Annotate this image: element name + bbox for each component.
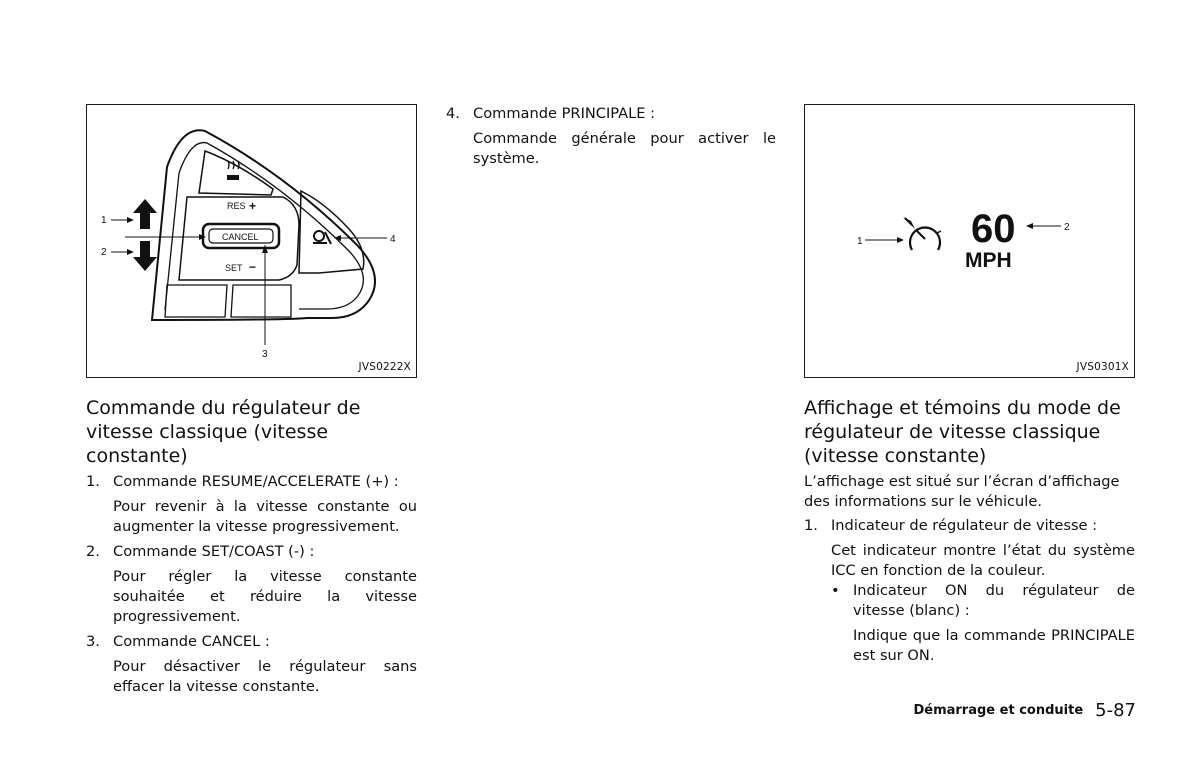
cruise-speedometer-icon xyxy=(903,217,941,250)
svg-text:+: + xyxy=(249,199,257,213)
item-description: Cet indicateur montre l’état du système ICC en fonction de la couleur. xyxy=(831,542,1135,579)
up-arrow-icon xyxy=(133,199,157,229)
callout-2: 2 xyxy=(101,247,107,258)
item-title: Commande PRINCIPALE : xyxy=(473,105,656,122)
item-number: 4. xyxy=(446,105,460,122)
right-text-section xyxy=(804,396,1135,666)
figure-code-right: JVS0301X xyxy=(1076,361,1129,373)
middle-column xyxy=(446,104,776,174)
cruise-main-icon xyxy=(313,231,331,244)
page-footer xyxy=(913,700,1136,721)
bullet-title: Indicateur ON du régulateur de vitesse (blanc) : xyxy=(853,582,1135,619)
display-callout-2: 2 xyxy=(1064,222,1070,233)
bullet-item xyxy=(804,581,1135,621)
speed-unit: MPH xyxy=(965,249,1012,272)
set-label: SET xyxy=(225,263,243,273)
list-item xyxy=(86,472,417,492)
item-title: Commande CANCEL : xyxy=(113,633,270,650)
speed-display-illustration xyxy=(805,105,1136,379)
res-label: RES xyxy=(227,201,246,211)
callout-4: 4 xyxy=(390,234,396,245)
bullet-dot: • xyxy=(831,582,840,599)
display-callout-1: 1 xyxy=(857,236,863,247)
left-text-section xyxy=(86,396,417,702)
callout-3: 3 xyxy=(262,349,268,360)
steering-switch-figure xyxy=(86,104,417,378)
bullet-description: Indique que la commande PRINCIPALE est sur ON. xyxy=(853,627,1135,664)
callout-1: 1 xyxy=(101,215,107,226)
steering-switch-illustration xyxy=(87,105,418,379)
down-arrow-icon xyxy=(133,241,157,271)
section-heading-display: Affichage et témoins du mode de régulateur de vitesse classique (vitesse constante) xyxy=(804,397,1121,467)
item-description: Commande générale pour activer le système. xyxy=(473,130,776,167)
item-title: Commande RESUME/ACCELERATE (+) : xyxy=(113,473,399,490)
list-item-main-switch xyxy=(446,104,776,124)
item-description: Pour régler la vitesse constante souhaitée et réduire la vitesse progressivement. xyxy=(113,568,417,625)
speed-value: 60 xyxy=(971,207,1016,251)
list-item xyxy=(86,542,417,562)
item-number: 2. xyxy=(86,543,100,560)
list-item xyxy=(86,632,417,652)
intro-paragraph: L’affichage est situé sur l’écran d’affichage des informations sur le véhicule. xyxy=(804,473,1120,510)
list-item xyxy=(804,516,1135,536)
item-title: Commande SET/COAST (-) : xyxy=(113,543,315,560)
item-description: Pour désactiver le régulateur sans effacer la vitesse constante. xyxy=(113,658,417,695)
item-number: 3. xyxy=(86,633,100,650)
svg-text:−: − xyxy=(249,260,257,274)
figure-code-left: JVS0222X xyxy=(358,361,411,373)
item-description: Pour revenir à la vitesse constante ou augmenter la vitesse progressivement. xyxy=(113,498,417,535)
speed-display-figure xyxy=(804,104,1135,378)
section-heading-switches: Commande du régulateur de vitesse classique (vitesse constante) xyxy=(86,397,361,467)
item-number: 1. xyxy=(804,517,818,534)
item-number: 1. xyxy=(86,473,100,490)
item-title: Indicateur de régulateur de vitesse : xyxy=(831,517,1098,534)
footer-section-title: Démarrage et conduite xyxy=(913,703,1084,718)
page-number: 5-87 xyxy=(1095,700,1136,721)
cancel-label: CANCEL xyxy=(222,232,259,242)
